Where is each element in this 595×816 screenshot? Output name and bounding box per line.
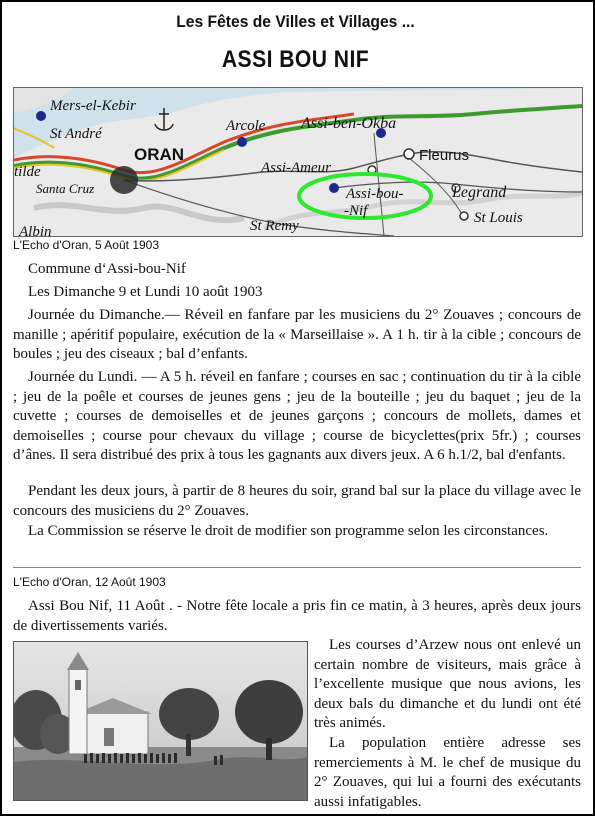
series-kicker: Les Fêtes de Villes et Villages ... [176, 12, 415, 31]
town-dot [460, 212, 468, 220]
map-label-assi-ameur: Assi-Ameur [261, 160, 331, 176]
photo-tree [159, 688, 219, 740]
region-map [13, 87, 583, 237]
article-paragraph: Pendant les deux jours, à partir de 8 heures du soir, grand bal sur la place du village avec le concours des musiciens du 2° Zouaves. [13, 483, 581, 519]
article-paragraph: Journée du Lundi. — A 5 h. réveil en fanfare ; courses en sac ; continuation du tir à la cible ; jeu de la poêle et courses de jeunes gens ; jeu de la bouteille ; jeu du baquet ; jeu de la cuvette ; courses de demoiselles et de jeunes garçons ; concours de mollets, dames et demoiselles ; course pour chevaux du village ; course de bicyclettes(prix 5fr.) ; courses d’ânes. Il sera distribué des prix à tous les gagnants aux divers jeux. A 6 h.1/2, bal d'enfants. [13, 369, 581, 463]
photo-tower-window [75, 680, 81, 690]
photo-tree [235, 680, 303, 744]
town-dot [329, 183, 339, 193]
article-paragraph: La population entière adresse ses remerciements à M. le chef de musique du 2° Zouaves, qui lui a fourni des exécutants aussi infatigables. [314, 735, 581, 810]
map-label-assi-bou-nif-1: Assi-bou- [346, 186, 404, 202]
map-label-assi-ben-okba: Assi-ben-Okba [301, 115, 397, 132]
map-label-santa-cruz: Santa Cruz [36, 181, 95, 196]
article-source: L'Echo d'Oran, 5 Août 1903 [13, 238, 160, 252]
photo-tree-trunk [266, 738, 272, 760]
village-photo [13, 641, 308, 801]
map-label-st-louis: St Louis [474, 210, 523, 226]
section-divider [13, 567, 581, 568]
page-title: ASSI BOU NIF [221, 46, 370, 73]
article-paragraph: La Commission se réserve le droit de modifier son programme selon les circonstances. [28, 523, 549, 539]
oran-city-marker [110, 166, 138, 194]
town-dot [404, 149, 414, 159]
map-label-albin: Albin [19, 224, 52, 236]
map-label-st-remy: St Remy [250, 218, 299, 234]
article-heading: Commune d‘Assi-bou-Nif [28, 261, 186, 277]
map-label-arcole: Arcole [226, 118, 266, 134]
region-map-illustration [14, 88, 582, 236]
photo-church-door [104, 728, 114, 746]
article-source: L'Echo d'Oran, 12 Août 1903 [13, 575, 166, 589]
map-label-oran: ORAN [134, 145, 185, 164]
village-photo-illustration [14, 642, 307, 800]
map-label-legrand: Legrand [452, 184, 507, 201]
article-dates: Les Dimanche 9 et Lundi 10 août 1903 [28, 284, 263, 300]
map-label-fleurus: Fleurus [419, 147, 470, 164]
map-label-tilde: tilde [14, 164, 41, 180]
map-label-st-andre: St André [50, 126, 102, 142]
town-dot [237, 137, 247, 147]
town-dot [36, 111, 46, 121]
article-paragraph: Les courses d’Arzew nous ont enlevé un certain nombre de visiteurs, mais grâce à l’excellente musique que nous avions, les deux bals du dimanche et du lundi ont été très animés. [314, 637, 581, 731]
map-label-mers-el-kebir: Mers-el-Kebir [50, 98, 136, 114]
article-paragraph: Assi Bou Nif, 11 Août . - Notre fête locale a pris fin ce matin, à 3 heures, après deux jours de divertissements variés. [13, 598, 581, 634]
article-paragraph: Journée du Dimanche.— Réveil en fanfare par les musiciens du 2° Zouaves ; concours de manille ; apéritif populaire, exécution de la « Marseillaise ». A 1 h. tir à la cible ; concours de boules ; jeu des ciseaux ; bal d’enfants. [13, 307, 581, 362]
map-label-assi-bou-nif-2: -Nif [344, 203, 368, 219]
photo-tree-trunk [186, 734, 191, 756]
